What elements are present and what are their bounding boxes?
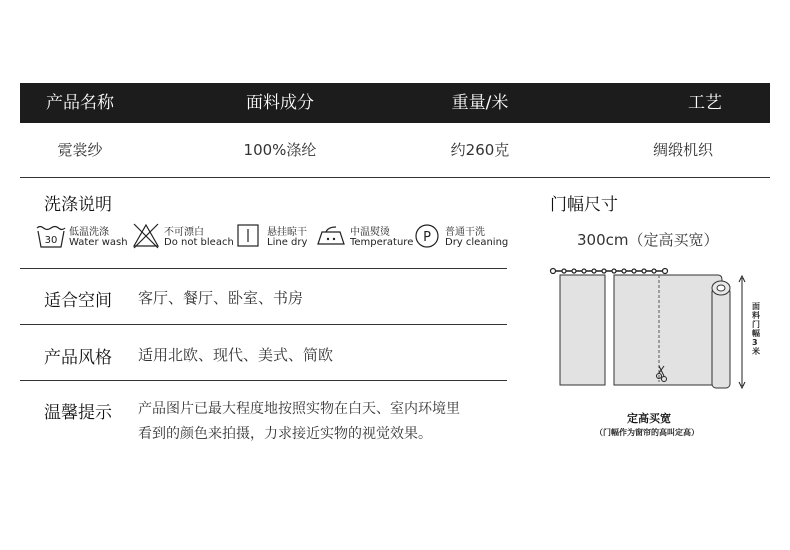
- tips-label: 温馨提示: [44, 403, 112, 423]
- svg-text:P: P: [423, 230, 431, 245]
- style-value: 适用北欧、现代、美式、简欧: [138, 346, 334, 364]
- care-item-iron: [316, 222, 416, 252]
- divider-style: [20, 380, 507, 381]
- line-dry-icon: [236, 222, 260, 250]
- space-value: 客厅、餐厅、卧室、书房: [138, 289, 304, 307]
- care-cn-label: 悬挂晾干: [267, 227, 307, 238]
- care-en-label: Temperature: [350, 237, 414, 248]
- care-item-dry-clean: [414, 222, 509, 252]
- size-caption: 定高买宽: [627, 412, 671, 425]
- divider-care: [20, 268, 507, 269]
- space-label: 适合空间: [44, 291, 112, 311]
- care-item-line-dry: [236, 222, 316, 252]
- tips-line-1: 产品图片已最大程度地按照实物在白天、室内环境里: [138, 401, 460, 417]
- care-en-label: Do not bleach: [164, 237, 234, 248]
- care-en-label: Dry cleaning: [445, 237, 509, 248]
- style-label: 产品风格: [44, 348, 112, 368]
- divider-table: [20, 177, 770, 178]
- value-product-name: 霓裳纱: [57, 141, 103, 159]
- svg-text:30: 30: [44, 235, 58, 246]
- value-weight: 约260克: [450, 141, 510, 159]
- header-craft: 工艺: [688, 93, 722, 113]
- value-fabric: 100%涤纶: [243, 141, 317, 159]
- care-item-water-wash: [36, 222, 131, 252]
- header-fabric: 面料成分: [246, 93, 314, 113]
- no-bleach-icon: [132, 222, 160, 250]
- care-title: 洗涤说明: [44, 195, 112, 215]
- curtain-diagram: [546, 262, 762, 392]
- care-en-label: Line dry: [267, 237, 308, 248]
- size-title: 门幅尺寸: [550, 195, 618, 215]
- care-cn-label: 不可漂白: [164, 227, 204, 238]
- divider-space: [20, 324, 507, 325]
- size-sub-caption: （门幅作为窗帘的高叫定高）: [595, 428, 699, 437]
- value-craft: 绸缎机织: [652, 141, 713, 159]
- care-cn-label: 中温熨烫: [350, 227, 390, 238]
- hand-wash-30-icon: [36, 222, 66, 250]
- care-cn-label: 普通干洗: [445, 227, 485, 238]
- size-value: 300cm（定高买宽）: [577, 231, 719, 249]
- dry-clean-p-icon: [414, 222, 440, 250]
- header-weight: 重量/米: [451, 93, 509, 113]
- care-cn-label: 低温洗涤: [69, 227, 109, 238]
- care-item-no-bleach: [132, 222, 232, 252]
- header-product-name: 产品名称: [46, 93, 114, 113]
- size-side-label: 面料门幅 3 米: [752, 302, 760, 356]
- care-en-label: Water wash: [69, 237, 128, 248]
- tips-line-2: 看到的颜色来拍摄，力求接近实物的视觉效果。: [138, 426, 432, 442]
- iron-medium-icon: [316, 222, 346, 250]
- table-header-bar: [20, 83, 770, 123]
